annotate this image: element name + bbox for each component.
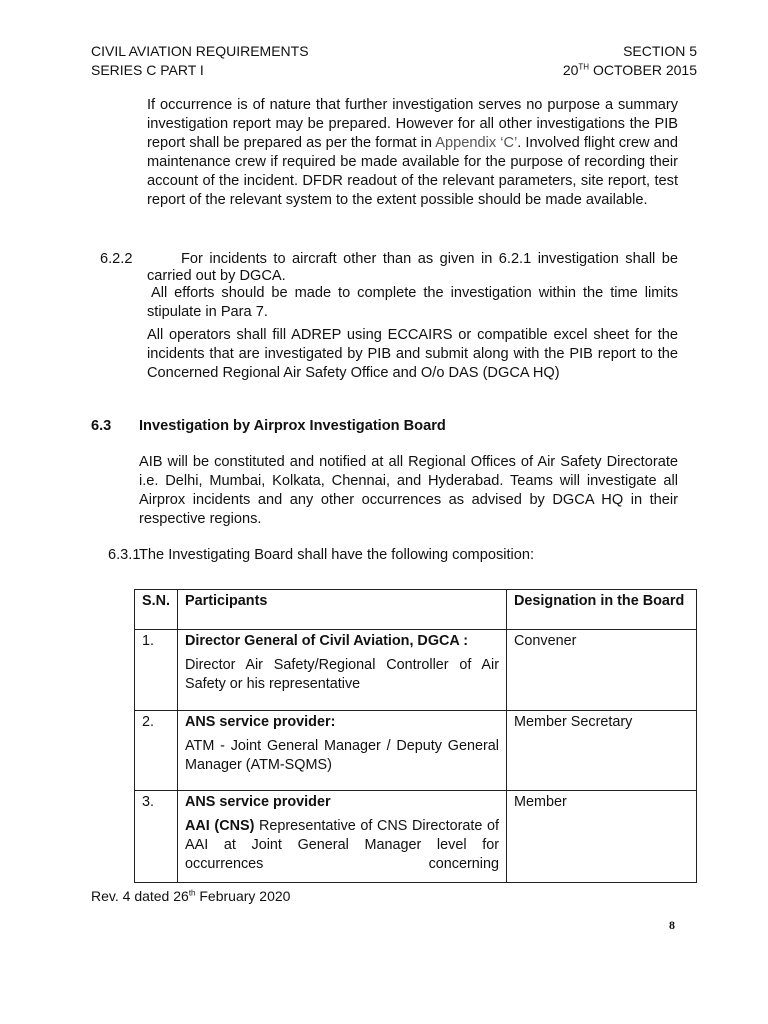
header-participants: Participants (178, 590, 507, 630)
document-title: CIVIL AVIATION REQUIREMENTS (91, 43, 309, 59)
section-number-6-2-2: 6.2.2 (100, 251, 133, 267)
intro-paragraph: If occurrence is of nature that further investigation serves no purpose a summary investigation report may be prepared. However for all other investigations the PIB report shall be prepared as per the format in Appendix ‘C’. Involved flight crew and maintenance crew if required be made available for the purpose of recording their account of the incident. DFDR readout of the relevant parameters, site report, test report of the relevant system to the extent possible should be made available. (147, 97, 678, 208)
header-right (563, 42, 697, 80)
row-designation: Convener (507, 630, 697, 711)
issue-date: 20TH OCTOBER 2015 (562, 62, 697, 78)
table-row (135, 711, 697, 791)
section-6-2-2-text-cont: carried out by DGCA. (147, 268, 286, 284)
table-header-row (135, 590, 697, 630)
row-participants: ANS service provider: ATM - Joint General Manager / Deputy General Manager (ATM-SQMS) (178, 711, 507, 791)
row-designation: Member (507, 791, 697, 883)
header-left (91, 42, 309, 80)
table-row (135, 630, 697, 711)
section-6-3-1-text: The Investigating Board shall have the following composition: (139, 547, 535, 563)
section-6-2-2-para3: All operators shall fill ADREP using ECCAIRS or compatible excel sheet for the incidents that are investigated by PIB and submit along with the PIB report to the Concerned Regional Air Safety Office and O/o DAS (DGCA HQ) (147, 327, 678, 381)
section-6-3-title: Investigation by Airprox Investigation Board (139, 418, 446, 434)
composition-table (134, 589, 697, 883)
row-designation: Member Secretary (507, 711, 697, 791)
header-sn: S.N. (135, 590, 178, 630)
section-number-6-3-1: 6.3.1 (108, 547, 141, 563)
section-number-6-3: 6.3 (91, 418, 112, 434)
row-participants: Director General of Civil Aviation, DGCA : Director Air Safety/Regional Controller of Air Safety or his representative (178, 630, 507, 711)
page-number: 8 (669, 918, 675, 932)
section-label: SECTION 5 (623, 43, 697, 59)
revision-note: Rev. 4 dated 26th February 2020 (91, 888, 291, 904)
row-sn: 2. (135, 711, 178, 791)
section-6-2-2-text: For incidents to aircraft other than as given in 6.2.1 investigation shall be (181, 251, 678, 267)
document-series: SERIES C PART I (91, 62, 204, 78)
appendix-reference: Appendix ‘C’ (435, 135, 518, 151)
row-participants: ANS service provider AAI (CNS) Representative of CNS Directorate of AAI at Joint General Manager level for occurrences concerning (178, 791, 507, 883)
section-6-2-2-para2: All efforts should be made to complete the investigation within the time limits stipulate in Para 7. (147, 285, 678, 320)
row-sn: 3. (135, 791, 178, 883)
row-sn: 1. (135, 630, 178, 711)
table-row (135, 791, 697, 883)
header-designation: Designation in the Board (507, 590, 697, 630)
section-6-3-paragraph: AIB will be constituted and notified at all Regional Offices of Air Safety Directorate i.e. Delhi, Mumbai, Kolkata, Chennai, and Hyderabad. Teams will investigate all Airprox incidents and any other occurrences as advised by DGCA HQ in their respective regions. (139, 454, 678, 527)
